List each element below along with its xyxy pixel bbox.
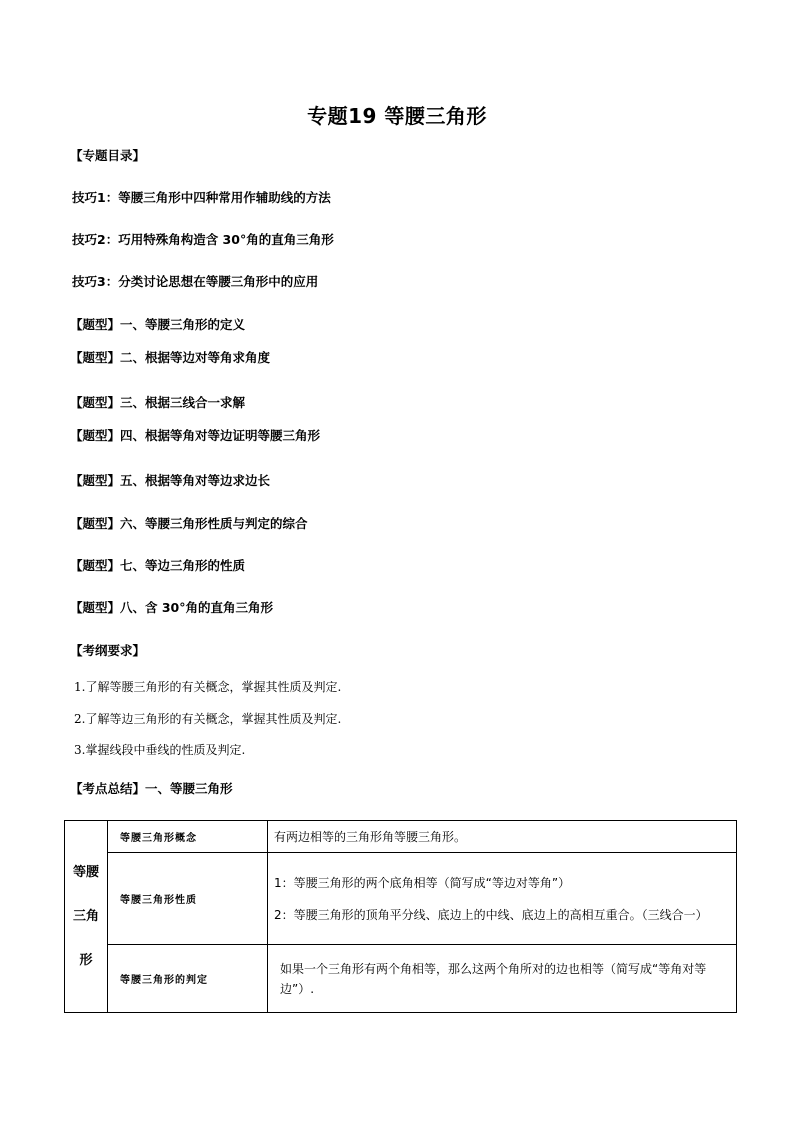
requirement-3: 3.掌握线段中垂线的性质及判定. <box>74 743 246 757</box>
type-2: 【题型】二、根据等边对等角求角度 <box>70 350 271 365</box>
term-cell: 等腰三角形概念 <box>108 821 268 853</box>
type-8: 【题型】八、含 30°角的直角三角形 <box>70 600 273 615</box>
row-heading-part: 三角 <box>72 908 99 924</box>
requirement-2: 2.了解等边三角形的有关概念，掌握其性质及判定. <box>74 712 342 726</box>
desc-line: 2：等腰三角形的顶角平分线、底边上的中线、底边上的高相互重合。（三线合一） <box>274 907 708 922</box>
requirement-1: 1.了解等腰三角形的有关概念，掌握其性质及判定. <box>74 680 342 694</box>
page-title: 专题19 等腰三角形 <box>307 104 487 128</box>
desc-line: 如果一个三角形有两个角相等，那么这两个角所对的边也相等（简写成“等角对等 <box>280 961 707 976</box>
row-heading-part: 等腰 <box>72 864 99 880</box>
toc-header: 【专题目录】 <box>70 148 146 163</box>
desc-line: 有两边相等的三角形角等腰三角形。 <box>274 829 467 844</box>
requirements-header: 【考纲要求】 <box>70 643 146 658</box>
table-row <box>65 853 737 945</box>
skill-1: 技巧1：等腰三角形中四种常用作辅助线的方法 <box>72 190 331 205</box>
type-6: 【题型】六、等腰三角形性质与判定的综合 <box>70 516 308 531</box>
skill-3: 技巧3：分类讨论思想在等腰三角形中的应用 <box>72 274 319 289</box>
table-row <box>65 945 737 1013</box>
row-heading <box>65 821 108 1013</box>
row-heading-part: 形 <box>79 952 93 968</box>
type-4: 【题型】四、根据等角对等边证明等腰三角形 <box>70 428 321 443</box>
desc-cell <box>268 945 737 1013</box>
desc-cell <box>268 821 737 853</box>
term-cell: 等腰三角形性质 <box>108 853 268 945</box>
type-3: 【题型】三、根据三线合一求解 <box>70 395 246 410</box>
type-7: 【题型】七、等边三角形的性质 <box>70 558 246 573</box>
desc-cell <box>268 853 737 945</box>
desc-line: 边”）. <box>280 981 315 996</box>
skill-2: 技巧2：巧用特殊角构造含 30°角的直角三角形 <box>72 232 334 247</box>
type-5: 【题型】五、根据等角对等边求边长 <box>70 473 271 488</box>
summary-table <box>64 820 737 1013</box>
type-1: 【题型】一、等腰三角形的定义 <box>70 317 246 332</box>
desc-line: 1：等腰三角形的两个底角相等（简写成“等边对等角”） <box>274 875 571 890</box>
term-cell: 等腰三角形的判定 <box>108 945 268 1013</box>
summary-header: 【考点总结】一、等腰三角形 <box>70 781 233 796</box>
table-row <box>65 821 737 853</box>
